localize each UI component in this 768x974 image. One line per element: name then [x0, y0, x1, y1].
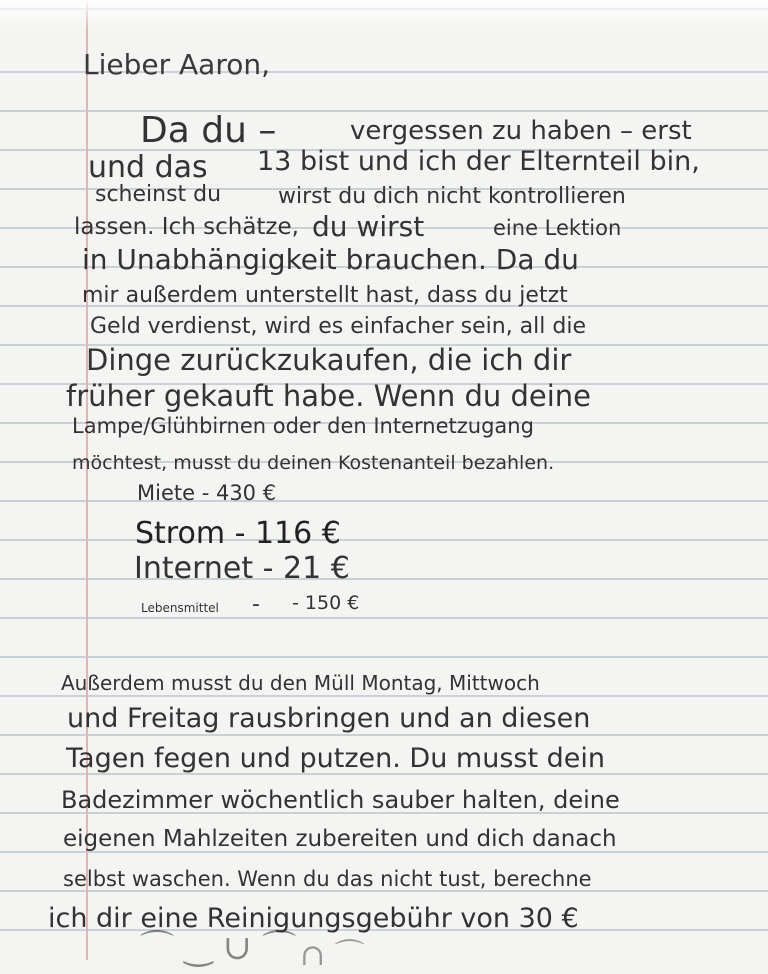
handwriting-remnant: ⌒ ‿ ∪ ⌒	[140, 928, 297, 968]
cost-lebensmittel-label: Lebensmittel	[141, 601, 219, 615]
closing-line-4: Badezimmer wöchentlich sauber halten, deine	[61, 786, 620, 814]
closing-line-6: selbst waschen. Wenn du das nicht tust, berechne	[63, 867, 592, 891]
letter-line-12: Geld verdienst, wird es einfacher sein, all die	[90, 314, 586, 339]
closing-line-5: eigenen Mahlzeiten zubereiten und dich danach	[63, 826, 617, 852]
letter-line-1: Da du –	[140, 110, 277, 151]
letter-line-11: mir außerdem unterstellt hast, dass du jetzt	[82, 283, 568, 308]
letter-line-15: Lampe/Glühbirnen oder den Internetzugang	[72, 414, 534, 438]
letter-line-2: vergessen zu haben – erst	[350, 116, 692, 146]
letter-line-6: wirst du dich nicht kontrollieren	[278, 184, 626, 209]
closing-line-7: ich dir eine Reinigungsgebühr von 30 €	[48, 903, 579, 934]
handwriting-remnant-2: ∩ ⌒	[300, 938, 365, 973]
paper-highlight	[0, 0, 768, 30]
cost-internet: Internet - 21 €	[134, 551, 350, 586]
closing-line-3: Tagen fegen und putzen. Du musst dein	[66, 743, 605, 774]
cost-miete: Miete - 430 €	[137, 481, 277, 505]
letter-line-10: in Unabhängigkeit brauchen. Da du	[82, 243, 579, 276]
closing-line-2: und Freitag rausbringen und an diesen	[67, 703, 591, 734]
letter-line-4: 13 bist und ich der Elternteil bin,	[257, 146, 700, 177]
letter-line-3: und das	[88, 150, 208, 185]
letter-line-14: früher gekauft habe. Wenn du deine	[66, 379, 592, 413]
cost-strom: Strom - 116 €	[135, 516, 341, 551]
greeting: Lieber Aaron,	[83, 48, 271, 81]
letter-line-7: lassen. Ich schätze,	[74, 214, 299, 240]
cost-lebensmittel-value: - 150 €	[292, 592, 360, 614]
letter-line-5: scheinst du	[95, 182, 222, 207]
closing-line-1: Außerdem musst du den Müll Montag, Mittwoch	[61, 671, 540, 695]
letter-line-8: du wirst	[312, 210, 425, 243]
cost-lebensmittel-dash: -	[252, 592, 260, 617]
letter-line-13: Dinge zurückzukaufen, die ich dir	[86, 343, 572, 377]
margin-line	[86, 0, 88, 960]
letter-line-16: möchtest, musst du deinen Kostenanteil bezahlen.	[72, 452, 555, 474]
letter-line-9: eine Lektion	[493, 216, 622, 240]
